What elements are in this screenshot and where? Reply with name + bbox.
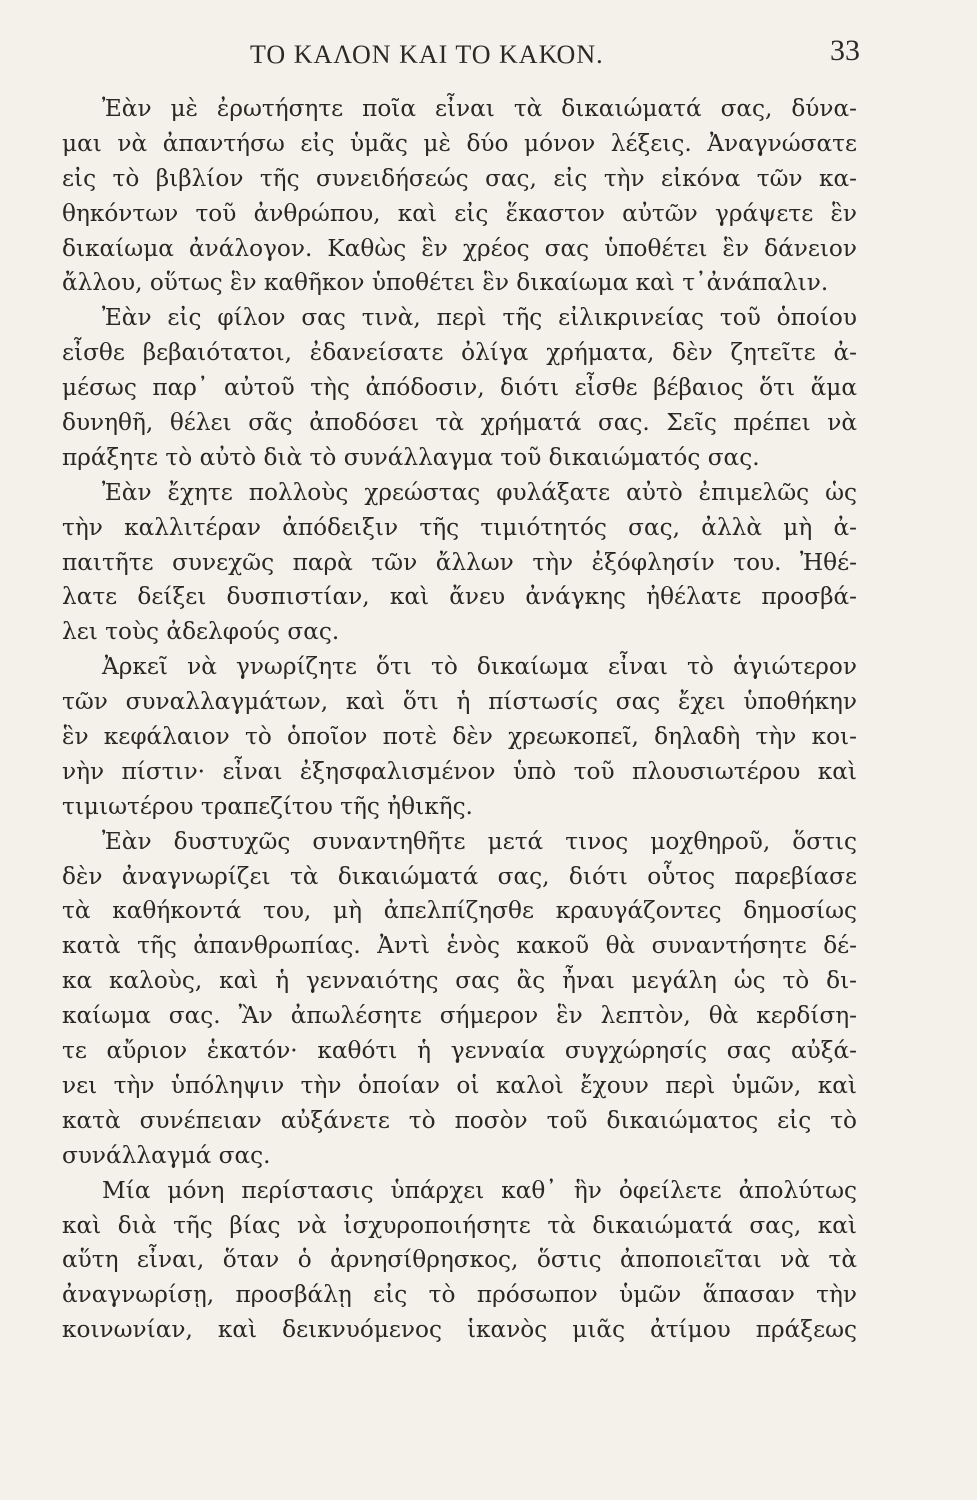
- text-line: ἄλλου, οὕτως ἓν καθῆκον ὑποθέτει ἓν δικαίωμα καὶ τ᾽ἀνάπαλιν.: [62, 269, 829, 297]
- text-line: Ἐὰν εἰς φίλον σας τινὰ, περὶ τῆς εἰλικρινείας τοῦ ὁποίου: [102, 304, 857, 332]
- text-line: νει τὴν ὑπόληψιν τὴν ὁποίαν οἱ καλοὶ ἔχουν περὶ ὑμῶν, καὶ: [62, 1071, 857, 1099]
- text-line: λατε δείξει δυσπιστίαν, καὶ ἄνευ ἀνάγκης ἠθέλατε προσβά-: [62, 583, 857, 611]
- text-line: Ἐὰν δυστυχῶς συναντηθῆτε μετά τινος μοχθηροῦ, ὅστις: [102, 827, 857, 855]
- text-line: Μία μόνη περίστασις ὑπάρχει καθ᾽ ἣν ὀφείλετε ἀπολύτως: [102, 1176, 857, 1204]
- text-line: Ἀρκεῖ νὰ γνωρίζητε ὅτι τὸ δικαίωμα εἶναι τὸ ἁγιώτερον: [102, 653, 857, 681]
- text-line: κατὰ συνέπειαν αὐξάνετε τὸ ποσὸν τοῦ δικαιώματος εἰς τὸ: [62, 1106, 857, 1134]
- text-line: καὶ διὰ τῆς βίας νὰ ἰσχυροποιήσητε τὰ δικαιώματά σας, καὶ: [62, 1211, 857, 1239]
- text-line: δικαίωμα ἀνάλογον. Καθὼς ἓν χρέος σας ὑποθέτει ἓν δάνειον: [62, 234, 857, 262]
- page-number: 33: [830, 34, 860, 67]
- text-line: δυνηθῆ, θέλει σᾶς ἀποδόσει τὰ χρήματά σας. Σεῖς πρέπει νὰ: [62, 409, 857, 437]
- text-line: δὲν ἀναγνωρίζει τὰ δικαιώματά σας, διότι οὗτος παρεβίασε: [62, 862, 857, 890]
- text-line: τὴν καλλιτέραν ἀπόδειξιν τῆς τιμιότητός σας, ἀλλὰ μὴ ἀ-: [62, 513, 857, 541]
- text-line: ἓν κεφάλαιον τὸ ὁποῖον ποτὲ δὲν χρεωκοπεῖ, δηλαδὴ τὴν κοι-: [62, 723, 857, 751]
- text-line: τῶν συναλλαγμάτων, καὶ ὅτι ἡ πίστωσίς σας ἔχει ὑποθήκην: [62, 688, 857, 716]
- text-line: παιτῆτε συνεχῶς παρὰ τῶν ἄλλων τὴν ἐξόφλησίν του. Ἠθέ-: [62, 548, 857, 576]
- text-line: κατὰ τῆς ἀπανθρωπίας. Ἀντὶ ἑνὸς κακοῦ θὰ συναντήσητε δέ-: [62, 932, 857, 960]
- text-line: θηκόντων τοῦ ἀνθρώπου, καὶ εἰς ἕκαστον αὐτῶν γράψετε ἓν: [62, 199, 857, 227]
- text-line: καίωμα σας. Ἂν ἀπωλέσητε σήμερον ἓν λεπτὸν, θὰ κερδίση-: [62, 1002, 857, 1030]
- text-line: νὴν πίστιν· εἶναι ἐξησφαλισμένον ὑπὸ τοῦ πλουσιωτέρου καὶ: [62, 757, 857, 785]
- body-text: [62, 92, 857, 1348]
- text-line: μαι νὰ ἀπαντήσω εἰς ὑμᾶς μὲ δύο μόνον λέξεις. Ἀναγνώσατε: [62, 129, 857, 157]
- text-line: λει τοὺς ἀδελφούς σας.: [62, 618, 340, 646]
- text-line: ἀναγνωρίσῃ, προσβάλῃ εἰς τὸ πρόσωπον ὑμῶν ἅπασαν τὴν: [62, 1281, 857, 1309]
- text-line: εἶσθε βεβαιότατοι, ἐδανείσατε ὀλίγα χρήματα, δὲν ζητεῖτε ἀ-: [62, 339, 857, 367]
- page-header: [60, 34, 860, 90]
- text-line: κοινωνίαν, καὶ δεικνυόμενος ἱκανὸς μιᾶς ἀτίμου πράξεως: [62, 1316, 857, 1344]
- text-line: τε αὔριον ἑκατόν· καθότι ἡ γενναία συγχώρησίς σας αὐξά-: [62, 1037, 857, 1065]
- text-line: τιμιωτέρου τραπεζίτου τῆς ἠθικῆς.: [62, 792, 473, 820]
- running-title: ΤΟ ΚΑΛΟΝ ΚΑΙ ΤΟ ΚΑΚΟΝ.: [250, 40, 604, 69]
- text-line: κα καλοὺς, καὶ ἡ γενναιότης σας ἂς ἦναι μεγάλη ὡς τὸ δι-: [62, 967, 857, 995]
- text-line: μέσως παρ᾽ αὐτοῦ τὴς ἀπόδοσιν, διότι εἶσθε βέβαιος ὅτι ἅμα: [62, 374, 857, 402]
- text-line: τὰ καθήκοντά του, μὴ ἀπελπίζησθε κραυγάζοντες δημοσίως: [62, 897, 857, 925]
- text-line: Ἐὰν ἔχητε πολλοὺς χρεώστας φυλάξατε αὐτὸ ἐπιμελῶς ὡς: [102, 478, 857, 506]
- text-line: πράξητε τὸ αὐτὸ διὰ τὸ συνάλλαγμα τοῦ δικαιώματός σας.: [62, 443, 760, 471]
- text-line: αὕτη εἶναι, ὅταν ὁ ἀρνησίθρησκος, ὅστις ἀποποιεῖται νὰ τὰ: [62, 1246, 857, 1274]
- text-line: εἰς τὸ βιβλίον τῆς συνειδήσεώς σας, εἰς τὴν εἰκόνα τῶν κα-: [62, 164, 857, 192]
- text-line: συνάλλαγμά σας.: [62, 1141, 271, 1169]
- text-line: Ἐὰν μὲ ἐρωτήσητε ποῖα εἶναι τὰ δικαιώματά σας, δύνα-: [102, 95, 857, 122]
